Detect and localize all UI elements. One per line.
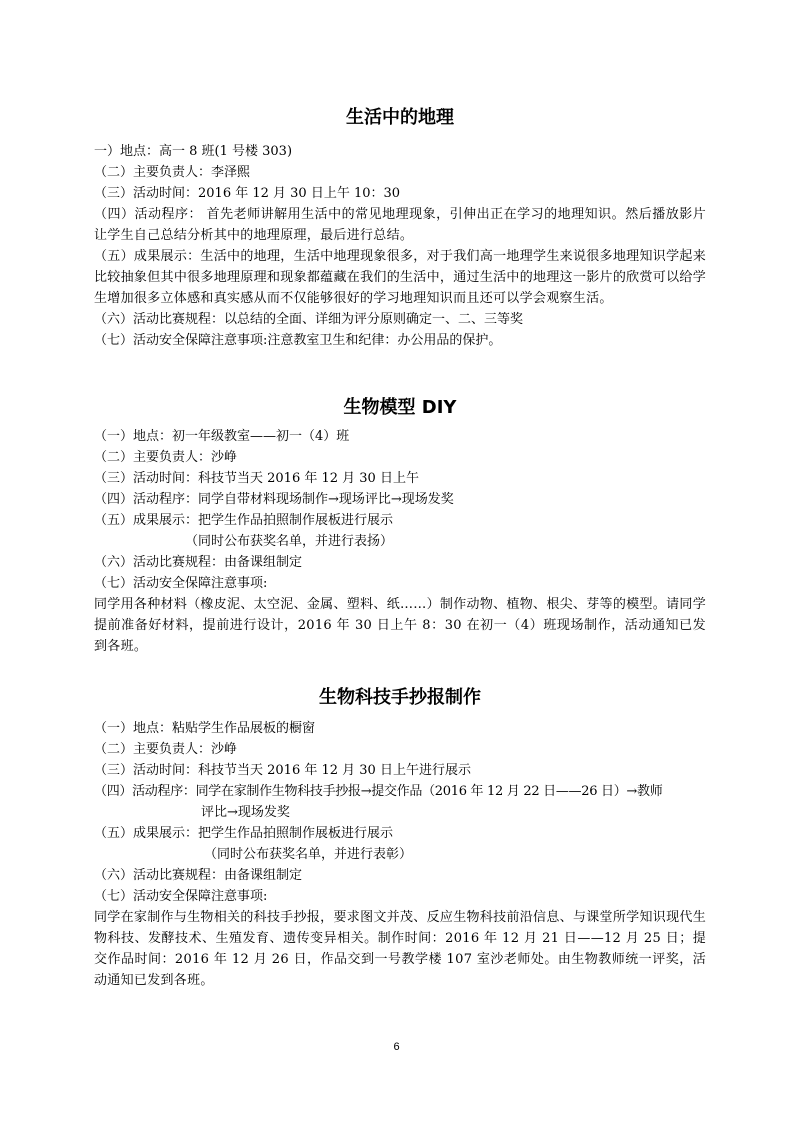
results-line: （五）成果展示：把学生作品拍照制作展板进行展示: [94, 826, 394, 841]
section-title: 生物科技手抄报制作: [319, 687, 481, 708]
results-note: （同时公布获奖名单，并进行表扬）: [185, 534, 394, 549]
person-line: （二）主要负责人：沙峥: [94, 450, 238, 465]
person-line: （二）主要负责人：李泽熙: [94, 165, 251, 180]
rules-line: （六）活动比赛规程：以总结的全面、详细为评分原则确定一、二、三等奖: [94, 312, 524, 327]
safety-line: （七）活动安全保障注意事项:注意教室卫生和纪律：办公用品的保护。: [94, 333, 502, 348]
time-line: （三）活动时间：科技节当天 2016 年 12 月 30 日上午: [94, 471, 419, 486]
location-line: （一）地点：初一年级教室——初一（4）班: [94, 429, 350, 444]
rules-line: （六）活动比赛规程：由备课组制定: [94, 868, 303, 883]
location-line: （一）地点：粘贴学生作品展板的橱窗: [94, 721, 316, 736]
section-bio-model: [94, 396, 706, 657]
page-number: 6: [393, 1041, 400, 1053]
procedure-line: （四）活动程序：同学在家制作生物科技手抄报→提交作品（2016 年 12 月 22 日——26 日）→教师: [94, 784, 663, 799]
time-line: （三）活动时间：2016 年 12 月 30 日上午 10：30: [94, 186, 401, 201]
safety-line: （七）活动安全保障注意事项:: [94, 576, 268, 591]
section-title: 生活中的地理: [346, 107, 454, 128]
section-geography: [94, 106, 706, 351]
procedure-paragraph: （四）活动程序： 首先老师讲解用生活中的常见地理现象，引伸出正在学习的地理知识。然后播放影片让学生自己总结分析其中的地理原理，最后进行总结。: [94, 207, 706, 243]
rules-line: （六）活动比赛规程：由备课组制定: [94, 555, 303, 570]
location-line: 一）地点：高一 8 班(1 号楼 303): [94, 144, 293, 159]
person-line: （二）主要负责人：沙峥: [94, 742, 238, 757]
description-paragraph: 同学在家制作与生物相关的科技手抄报，要求图文并茂、反应生物科技前沿信息、与课堂所学知识现代生物科技、发酵技术、生殖发育、遗传变异相关。制作时间：2016 年 12 月 21 日——12 月 25 日；提交作品时间：2016 年 12 月 26 日，作品交到一号教学楼 107 室沙老师处。由生物教师统一评奖，活动通知已发到各班。: [94, 910, 706, 988]
safety-line: （七）活动安全保障注意事项:: [94, 889, 268, 904]
description-paragraph: 同学用各种材料（橡皮泥、太空泥、金属、塑料、纸……）制作动物、植物、根尖、芽等的模型。请同学提前准备好材料，提前进行设计，2016 年 30 日上午 8：30 在初一（4）班现场制作，活动通知已发到各班。: [94, 597, 706, 654]
procedure-line-continued: 评比→现场发奖: [201, 805, 290, 820]
results-line: （五）成果展示：把学生作品拍照制作展板进行展示: [94, 513, 394, 528]
section-title: 生物模型 DIY: [343, 397, 457, 418]
section-bio-poster: [94, 686, 706, 991]
results-paragraph: （五）成果展示：生活中的地理，生活中地理现象很多，对于我们高一地理学生来说很多地理知识学起来比较抽象但其中很多地理原理和现象都蕴藏在我们的生活中，通过生活中的地理这一影片的欣赏可以给学生增加很多立体感和真实感从而不仅能够很好的学习地理知识而且还可以学会观察生活。: [94, 249, 706, 306]
procedure-line: （四）活动程序：同学自带材料现场制作→现场评比→现场发奖: [94, 492, 454, 507]
time-line: （三）活动时间：科技节当天 2016 年 12 月 30 日上午进行展示: [94, 763, 471, 778]
results-note: （同时公布获奖名单，并进行表彰）: [204, 847, 413, 862]
